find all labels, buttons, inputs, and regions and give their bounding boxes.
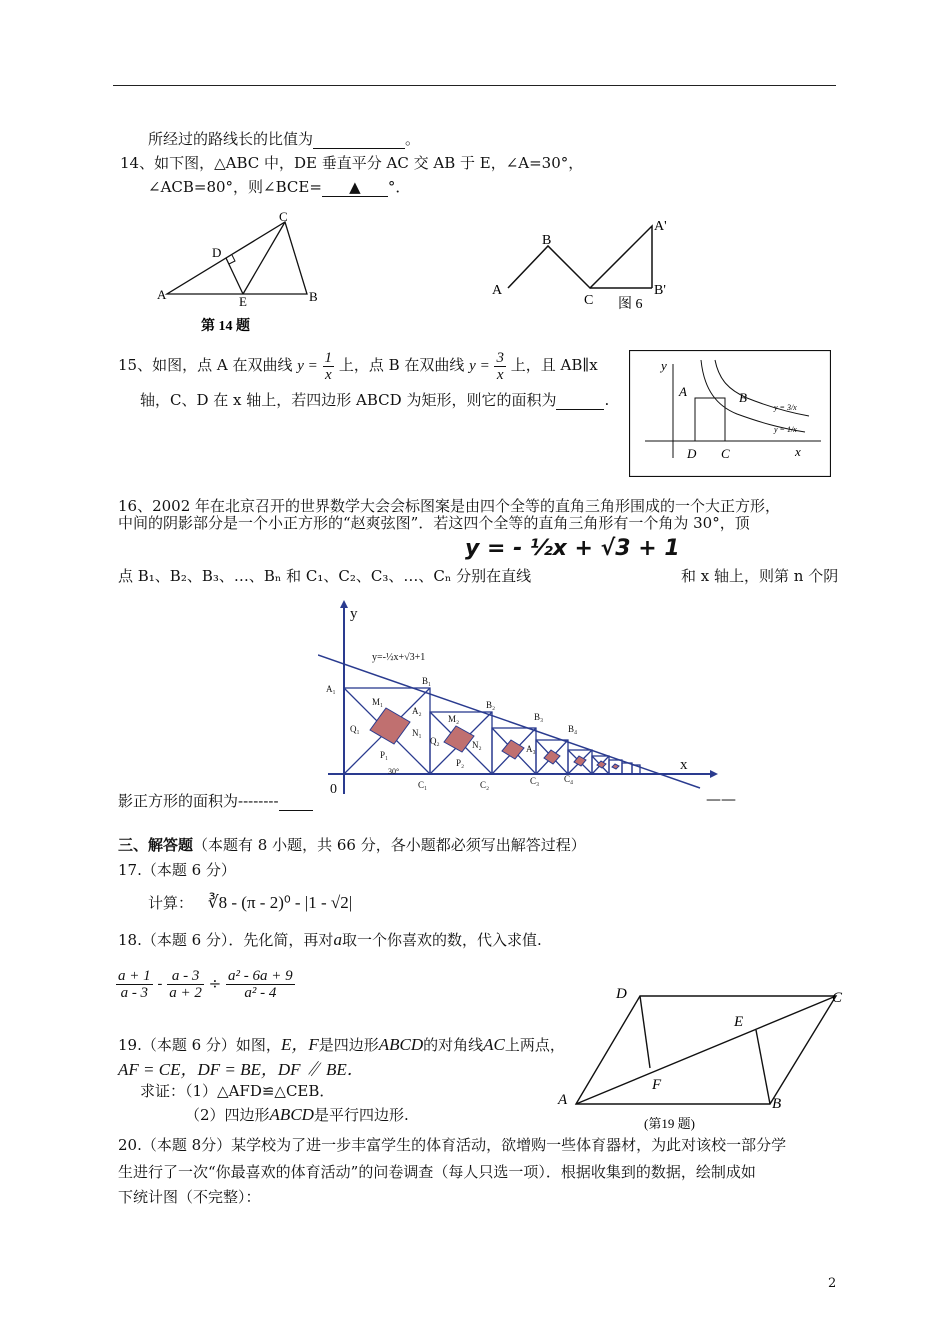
q14-caption: 第 14 题	[201, 319, 250, 334]
q16-fig-origin: 0	[330, 782, 337, 797]
q16-equation: y = - ½x + √3 + 1	[465, 536, 680, 561]
q14-answer-blank	[322, 178, 388, 197]
q18-frac1-den: a - 3	[120, 985, 149, 1001]
q16-fig-b4: B₄	[568, 724, 578, 734]
q15-text-line2: 轴，C、D 在 x 轴上，若四边形 ABCD 为矩形，则它的面积为	[140, 391, 557, 409]
q15-frac1-num: 1	[324, 349, 333, 366]
q16-fig-c3: C₃	[530, 776, 540, 786]
page-number: 2	[828, 1276, 837, 1291]
q18-frac2	[167, 968, 204, 1001]
section3-title: 三、解答题	[118, 836, 194, 854]
q16-figure	[318, 598, 723, 798]
q14-label-a: A	[157, 287, 167, 302]
q19-tail: 上两点，	[504, 1036, 565, 1054]
q20-line1: 20.（本题 8分）某学校为了进一步丰富学生的体育活动，欲增购一些体育器材，为此对该校一部分学	[118, 1136, 787, 1154]
fig6-label-c: C	[584, 293, 594, 308]
q19-fig-caption: (第19 题)	[644, 1116, 695, 1131]
q16-line4-end: ——	[706, 790, 736, 808]
q16-fig-p1: P₁	[380, 750, 389, 760]
q15-fig-curve3: y = 3/x	[774, 403, 797, 412]
q13-tail	[148, 128, 420, 149]
q13-blank	[313, 130, 405, 149]
q14-line2	[148, 176, 410, 197]
q17-calc: 计算：	[148, 894, 194, 912]
q19-head: 19.（本题 6 分）如图，	[118, 1036, 281, 1054]
q15-fig-x: x	[795, 444, 801, 459]
q15-frac2-den: x	[496, 366, 504, 383]
q15-fig-c: C	[721, 446, 730, 461]
q15-blank	[556, 391, 604, 410]
q16-fig-angle: 30°	[388, 767, 400, 776]
fig6-figure	[488, 212, 688, 322]
q15-fig-y: y	[661, 358, 667, 373]
q15-text-a: 15、如图，点 A 在双曲线	[118, 356, 298, 374]
fig6-label-a: A	[492, 283, 503, 298]
q16-fig-y: y	[350, 606, 358, 622]
q20-line2: 生进行了一次“你最喜欢的体育活动”的问卷调查（每人只选一项）．根据收集到的数据，绘制成如	[118, 1163, 756, 1181]
q16-fig-n2: N₂	[472, 740, 482, 750]
q16-line3b: 和 x 轴上，则第 n 个阴	[681, 567, 839, 585]
q19-prove1: 求证：（1）△AFD≌△CEB．	[140, 1082, 335, 1100]
q19-fig-e: E	[734, 1014, 744, 1030]
q15-y-eq-1: y =	[297, 358, 318, 374]
section3-desc: （本题有 8 小题，共 66 分，各小题都必须写出解答过程）	[193, 836, 586, 854]
q17-expression: ∛8 - (π - 2)⁰ - |1 - √2|	[207, 893, 353, 912]
q14-triangle-mark: ▲	[349, 178, 361, 196]
q19-fig-c: C	[832, 990, 843, 1006]
q15-fig-curve1: y = 1/x	[774, 425, 797, 434]
q19-fig-b: B	[772, 1096, 782, 1112]
q16-fig-b3: B₃	[534, 712, 544, 722]
q18-head-text: 18.（本题 6 分）．先化简，再对	[118, 931, 334, 949]
q16-fig-q2: Q₂	[430, 736, 440, 746]
q16-fig-c1: C₁	[418, 780, 428, 790]
q16-fig-x: x	[680, 757, 688, 773]
q14-line2-a: ∠ACB=80°，则∠BCE=	[148, 178, 322, 196]
q19-figure	[552, 982, 852, 1132]
q19-fig-d: D	[616, 986, 627, 1002]
q16-fig-c4: C₄	[564, 774, 574, 784]
q15-y-eq-2: y =	[469, 358, 490, 374]
q19-prove2-c: 是平行四边形.	[313, 1106, 409, 1124]
q16-fig-m2: M₂	[448, 714, 460, 724]
q16-line2: 中间的阴影部分是一个小正方形的“赵爽弦图”．若这四个全等的直角三角形有一个角为 30°，顶	[118, 514, 750, 532]
q18-tail: 取一个你喜欢的数，代入求值.	[341, 931, 542, 949]
q15-line2	[140, 389, 609, 410]
q18-frac1	[116, 968, 153, 1001]
q18-minus: -	[157, 974, 163, 993]
q15-fraction-2	[494, 350, 506, 383]
q13-end: 。	[405, 130, 421, 148]
q15-figure	[629, 350, 831, 477]
q18-frac3-num: a² - 6a + 9	[228, 968, 293, 984]
q19-abcd: ABCD	[378, 1035, 424, 1054]
q18-frac2-den: a + 2	[169, 985, 202, 1001]
q14-figure	[145, 210, 345, 335]
q18-frac2-num: a - 3	[167, 968, 204, 985]
q18-frac1-num: a + 1	[118, 968, 151, 984]
q18-expression	[116, 968, 295, 1001]
q16-fig-a3: A₃	[526, 744, 536, 754]
q18-frac3	[226, 968, 295, 1001]
q16-fig-m1: M₁	[372, 697, 384, 707]
q16-fig-a1: A₁	[326, 684, 336, 694]
q16-blank	[279, 792, 313, 811]
fig6-caption: 图 6	[618, 297, 643, 312]
q14-label-d: D	[212, 245, 222, 260]
q17-head: 17.（本题 6 分）	[118, 861, 236, 879]
q19-fig-a: A	[558, 1092, 568, 1108]
q19-ac: AC	[483, 1035, 505, 1054]
q16-fig-q1: Q₁	[350, 724, 360, 734]
q14-line2-b: °．	[387, 178, 411, 196]
q16-fig-c2: C₂	[480, 780, 490, 790]
q15-frac1-den: x	[324, 366, 332, 383]
section3-heading	[118, 834, 586, 855]
q14-line1: 14、如下图，△ABC 中，DE 垂直平分 AC 交 AB 于 E，∠A=30°，	[120, 154, 584, 172]
q15-frac2-num: 3	[496, 349, 504, 366]
q17-body	[148, 892, 352, 913]
q19-fig-f: F	[652, 1077, 662, 1093]
q15-line1	[118, 348, 598, 383]
q16-line4-text: 影正方形的面积为--------	[118, 792, 279, 810]
q16-fig-a2: A₂	[412, 706, 422, 716]
q16-fig-b2: B₂	[486, 700, 496, 710]
q16-line4	[118, 790, 313, 811]
q15-text-c: 上，且 AB∥x	[505, 356, 598, 374]
q14-label-c: C	[279, 210, 288, 224]
q15-fig-a: A	[679, 384, 687, 399]
q18-frac3-den: a² - 4	[244, 985, 277, 1001]
q16-fig-eq: y=-½x+√3+1	[372, 652, 426, 663]
fig6-label-a-prime: A'	[654, 219, 667, 234]
q19-prove2-b: ABCD	[269, 1105, 314, 1124]
q19-prove2	[185, 1104, 409, 1125]
q15-fraction-1	[323, 350, 335, 383]
q18-var: a	[333, 930, 342, 949]
header-rule	[113, 85, 836, 86]
q19-mid: 是四边形	[318, 1036, 379, 1054]
q18-div: ÷	[208, 974, 222, 993]
q20-line3: 下统计图（不完整）：	[118, 1188, 261, 1206]
q19-prove2-a: （2）四边形	[185, 1106, 270, 1124]
q16-fig-p2: P₂	[456, 758, 465, 768]
q14-label-b: B	[309, 289, 318, 304]
q19-ef: E，F	[280, 1035, 319, 1054]
q15-fig-b: B	[739, 390, 747, 405]
q16-fig-n1: N₁	[412, 728, 422, 738]
q13-text: 所经过的路线长的比值为	[148, 130, 314, 148]
fig6-label-b-prime: B'	[654, 283, 666, 298]
q19-conditions: AF = CE，DF = BE，DF ∥ BE．	[118, 1060, 364, 1079]
q15-text-b: 上，点 B 在双曲线	[334, 356, 470, 374]
q16-line3a: 点 B₁、B₂、B₃、…、Bₙ 和 C₁、C₂、C₃、…、Cₙ 分别在直线	[118, 567, 532, 585]
fig6-label-b: B	[542, 233, 552, 248]
q19-diag: 的对角线	[423, 1036, 484, 1054]
q15-end: .	[604, 391, 610, 409]
q18-head	[118, 929, 542, 950]
q16-fig-b1: B₁	[422, 676, 432, 686]
q15-fig-d: D	[687, 446, 697, 461]
q16-line1: 16、2002 年在北京召开的世界数学大会会标图案是由四个全等的直角三角形围成的一个大正方形，	[118, 497, 781, 515]
q19-line1	[118, 1030, 565, 1055]
q14-label-e: E	[239, 294, 247, 309]
